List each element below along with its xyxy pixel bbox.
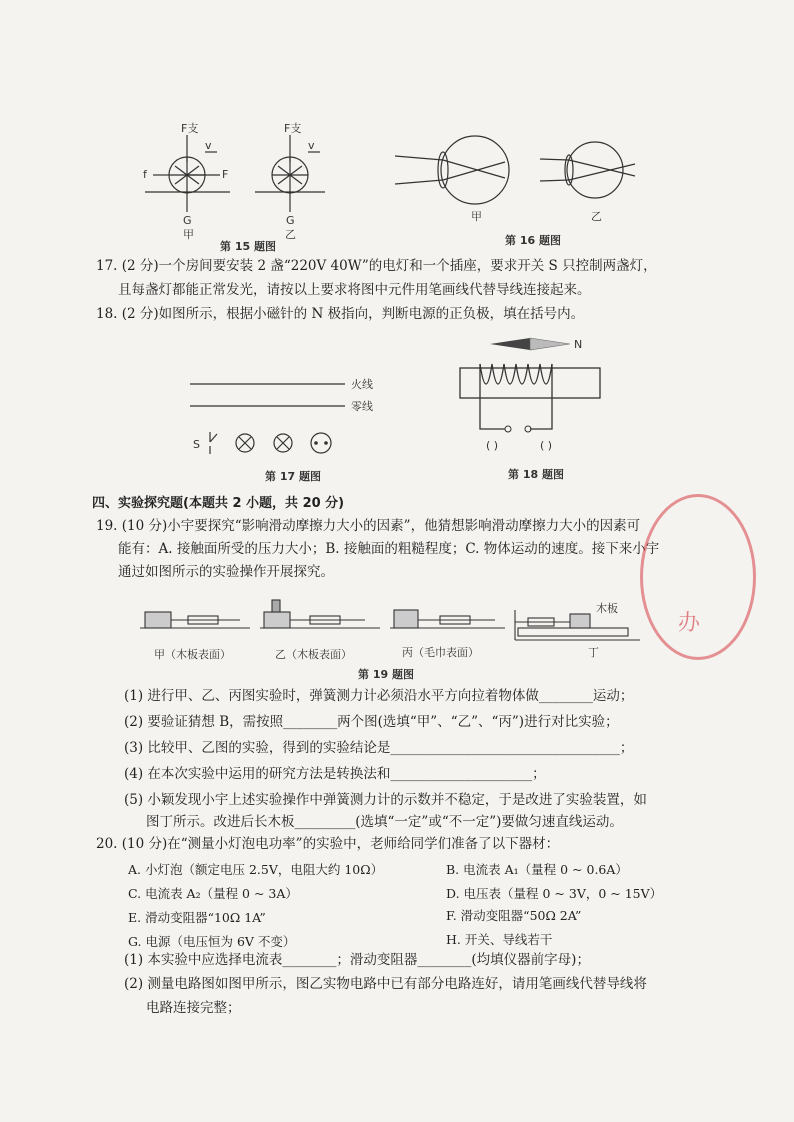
fig19-label-bing: 丙（毛巾表面） <box>402 646 479 659</box>
fig16-caption: 第 16 题图 <box>505 234 561 247</box>
fig19-label-yi: 乙（木板表面） <box>275 648 352 661</box>
q19-sub5a: (5) 小颖发现小宇上述实验操作中弹簧测力计的示数并不稳定，于是改进了实验装置，如 <box>124 792 647 808</box>
friction-label: f <box>143 168 147 181</box>
q20-sub2a: (2) 测量电路图如图甲所示，图乙实物电路中已有部分电路连好，请用笔画线代替导线将 <box>124 976 647 992</box>
q19-line2: 能有：A. 接触面所受的压力大小；B. 接触面的粗糙程度；C. 物体运动的速度。接下来小宇 <box>118 541 660 557</box>
q20-opt-b: B. 电流表 A₁（量程 0 ~ 0.6A） <box>446 862 628 877</box>
force-label: F <box>222 168 229 181</box>
bracket-left: ( ) <box>486 439 499 452</box>
fig18-caption: 第 18 题图 <box>508 468 564 481</box>
q20-opt-h: H. 开关、导线若干 <box>446 932 553 947</box>
gravity-label: G <box>183 214 192 227</box>
q19-sub1: (1) 进行甲、乙、丙图实验时，弹簧测力计必须沿水平方向拉着物体做________运动； <box>124 688 634 704</box>
live-wire-label: 火线 <box>351 378 373 391</box>
q17-line1: 17. (2 分)一个房间要安装 2 盏“220V 40W”的电灯和一个插座，要求开关 S 只控制两盏灯， <box>96 258 657 274</box>
neutral-wire-label: 零线 <box>351 400 373 413</box>
fig19-label-ding: 丁 <box>588 646 599 659</box>
wood-label: 木板 <box>596 602 618 615</box>
q20-opt-d: D. 电压表（量程 0 ~ 3V，0 ~ 15V） <box>446 886 663 901</box>
figure-16 <box>395 130 655 235</box>
stamp-text: 办 <box>678 611 701 636</box>
q20-line1: 20. (10 分)在“测量小灯泡电功率”的实验中，老师给同学们准备了以下器材： <box>96 836 560 852</box>
f-support-label-2: F支 <box>284 122 302 135</box>
q17-line2: 且每盏灯都能正常发光，请按以上要求将图中元件用笔画线代替导线连接起来。 <box>118 282 591 298</box>
figure-15 <box>125 120 335 240</box>
section4-title: 四、实验探究题(本题共 2 小题，共 20 分) <box>92 496 345 511</box>
q20-sub2b: 电路连接完整； <box>146 1000 241 1016</box>
fig16-right-label: 乙 <box>591 210 602 223</box>
fig19-label-jia: 甲（木板表面） <box>154 648 231 661</box>
q19-sub4: (4) 在本次实验中运用的研究方法是转换法和_____________________； <box>124 766 546 782</box>
q19-line3: 通过如图所示的实验操作开展探究。 <box>118 564 334 580</box>
fig15-right-label: 乙 <box>285 228 296 240</box>
q20-opt-c: C. 电流表 A₂（量程 0 ~ 3A） <box>128 886 298 901</box>
figure-19 <box>140 590 660 670</box>
q20-opt-a: A. 小灯泡（额定电压 2.5V，电阻大约 10Ω） <box>128 862 384 877</box>
velocity-label: v <box>205 139 212 152</box>
q20-opt-e: E. 滑动变阻器“10Ω 1A” <box>128 910 266 925</box>
fig16-left-label: 甲 <box>471 210 482 223</box>
q20-sub1: (1) 本实验中应选择电流表________；滑动变阻器________(均填仪器前字母)； <box>124 952 590 968</box>
fig15-caption: 第 15 题图 <box>220 240 276 253</box>
q19-sub5b: 图丁所示。改进后长木板_________(选填“一定”或“不一定”)要做匀速直线运动。 <box>146 814 623 830</box>
fig17-caption: 第 17 题图 <box>265 470 321 483</box>
bracket-right: ( ) <box>540 439 553 452</box>
fig19-caption: 第 19 题图 <box>358 668 414 681</box>
q19-line1: 19. (10 分)小宇要探究“影响滑动摩擦力大小的因素”，他猜想影响滑动摩擦力大小的因素可 <box>96 518 641 534</box>
figure-18 <box>450 334 620 464</box>
f-support-label: F支 <box>181 122 199 135</box>
fig15-left-label: 甲 <box>183 228 194 240</box>
north-label: N <box>574 338 583 351</box>
figure-17 <box>185 370 395 470</box>
q19-sub3: (3) 比较甲、乙图的实验，得到的实验结论是__________________________________； <box>124 740 634 756</box>
q18-line1: 18. (2 分)如图所示，根据小磁针的 N 极指向，判断电源的正负极，填在括号内。 <box>96 306 585 322</box>
q20-opt-f: F. 滑动变阻器“50Ω 2A” <box>446 908 582 923</box>
q19-sub2: (2) 要验证猜想 B，需按照________两个图(选填“甲”、“乙”、“丙”)进行对比实验； <box>124 714 619 730</box>
gravity-label-2: G <box>286 214 295 227</box>
switch-label: S <box>193 438 200 451</box>
velocity-label-2: v <box>308 139 315 152</box>
q20-opt-g: G. 电源（电压恒为 6V 不变） <box>128 934 296 949</box>
